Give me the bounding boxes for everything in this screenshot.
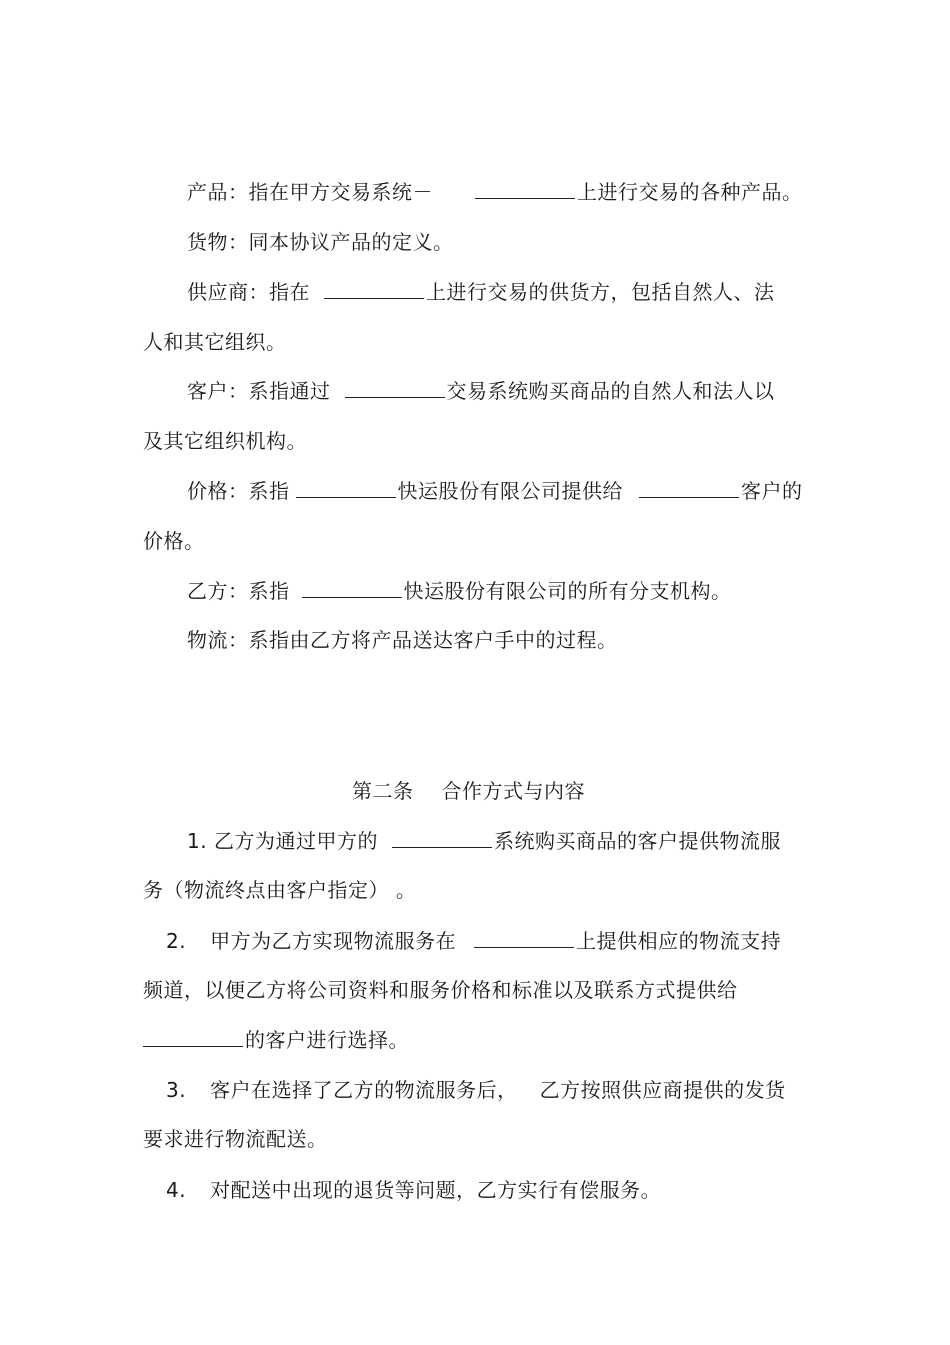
definition-partyb xyxy=(187,577,732,605)
item-text: 要求进行物流配送。 xyxy=(143,1127,328,1151)
blank-field xyxy=(392,829,492,848)
definition-supplier-cont xyxy=(143,328,287,356)
item-number: 3. xyxy=(166,1078,187,1102)
article-item-4 xyxy=(166,1176,661,1204)
item-text: 系统购买商品的客户提供物流服 xyxy=(493,829,781,853)
article-title: 合作方式与内容 xyxy=(441,779,585,803)
definition-text: 客户的 xyxy=(741,479,803,503)
item-text: 的客户进行选择。 xyxy=(245,1028,409,1052)
article-item-1 xyxy=(187,827,781,855)
definition-price-cont xyxy=(143,527,205,555)
article-item-3 xyxy=(166,1076,786,1104)
definition-text: 货物：同本协议产品的定义。 xyxy=(187,230,454,254)
definition-logistics xyxy=(187,626,618,654)
item-text: 上提供相应的物流支持 xyxy=(576,929,782,953)
article-item-1-cont xyxy=(143,876,416,904)
definition-customer xyxy=(187,377,775,405)
item-text: 乙方按照供应商提供的发货 xyxy=(539,1078,786,1102)
definition-text: 物流：系指由乙方将产品送达客户手中的过程。 xyxy=(187,628,618,652)
article-number: 第二条 xyxy=(352,779,414,803)
item-text: 甲方为乙方实现物流服务在 xyxy=(210,929,457,953)
definition-text: 上进行交易的供货方，包括自然人、法 xyxy=(426,280,775,304)
definition-supplier xyxy=(187,278,775,306)
article-item-3-cont xyxy=(143,1125,328,1153)
definition-product xyxy=(187,178,803,206)
item-text: 对配送中出现的退货等问题，乙方实行有偿服务。 xyxy=(210,1178,662,1202)
item-text: 客户在选择了乙方的物流服务后， xyxy=(210,1078,518,1102)
blank-field xyxy=(143,1028,243,1047)
article-heading xyxy=(352,777,585,805)
blank-field xyxy=(324,280,424,299)
item-number: 2. xyxy=(166,929,187,953)
definition-text: 快运股份有限公司的所有分支机构。 xyxy=(403,579,732,603)
blank-field xyxy=(475,180,575,199)
blank-field xyxy=(474,929,574,948)
definition-goods xyxy=(187,228,454,256)
blank-field xyxy=(302,579,402,598)
definition-text: 价格。 xyxy=(143,529,205,553)
item-text: 1. 乙方为通过甲方的 xyxy=(187,829,378,853)
blank-field xyxy=(639,479,739,498)
definition-text: 快运股份有限公司提供给 xyxy=(397,479,623,503)
article-item-2-cont xyxy=(143,1026,409,1054)
definition-price xyxy=(187,477,803,505)
item-text: 务（物流终点由客户指定） 。 xyxy=(143,878,417,902)
item-text: 频道，以便乙方将公司资料和服务价格和标准以及联系方式提供给 xyxy=(143,978,738,1002)
definition-text: 及其它组织机构。 xyxy=(143,429,307,453)
article-item-2-cont xyxy=(143,976,738,1004)
definition-text: 客户：系指通过 xyxy=(187,379,331,403)
blank-field xyxy=(296,479,396,498)
definition-text: 产品：指在甲方交易系统－ xyxy=(187,180,433,204)
definition-text: 上进行交易的各种产品。 xyxy=(577,180,803,204)
blank-field xyxy=(345,379,445,398)
definition-text: 乙方：系指 xyxy=(187,579,290,603)
definition-customer-cont xyxy=(143,427,307,455)
definition-text: 人和其它组织。 xyxy=(143,330,287,354)
article-item-2 xyxy=(166,927,781,955)
item-number: 4. xyxy=(166,1178,187,1202)
definition-text: 价格：系指 xyxy=(187,479,290,503)
definition-text: 供应商：指在 xyxy=(187,280,310,304)
definition-text: 交易系统购买商品的自然人和法人以 xyxy=(446,379,775,403)
